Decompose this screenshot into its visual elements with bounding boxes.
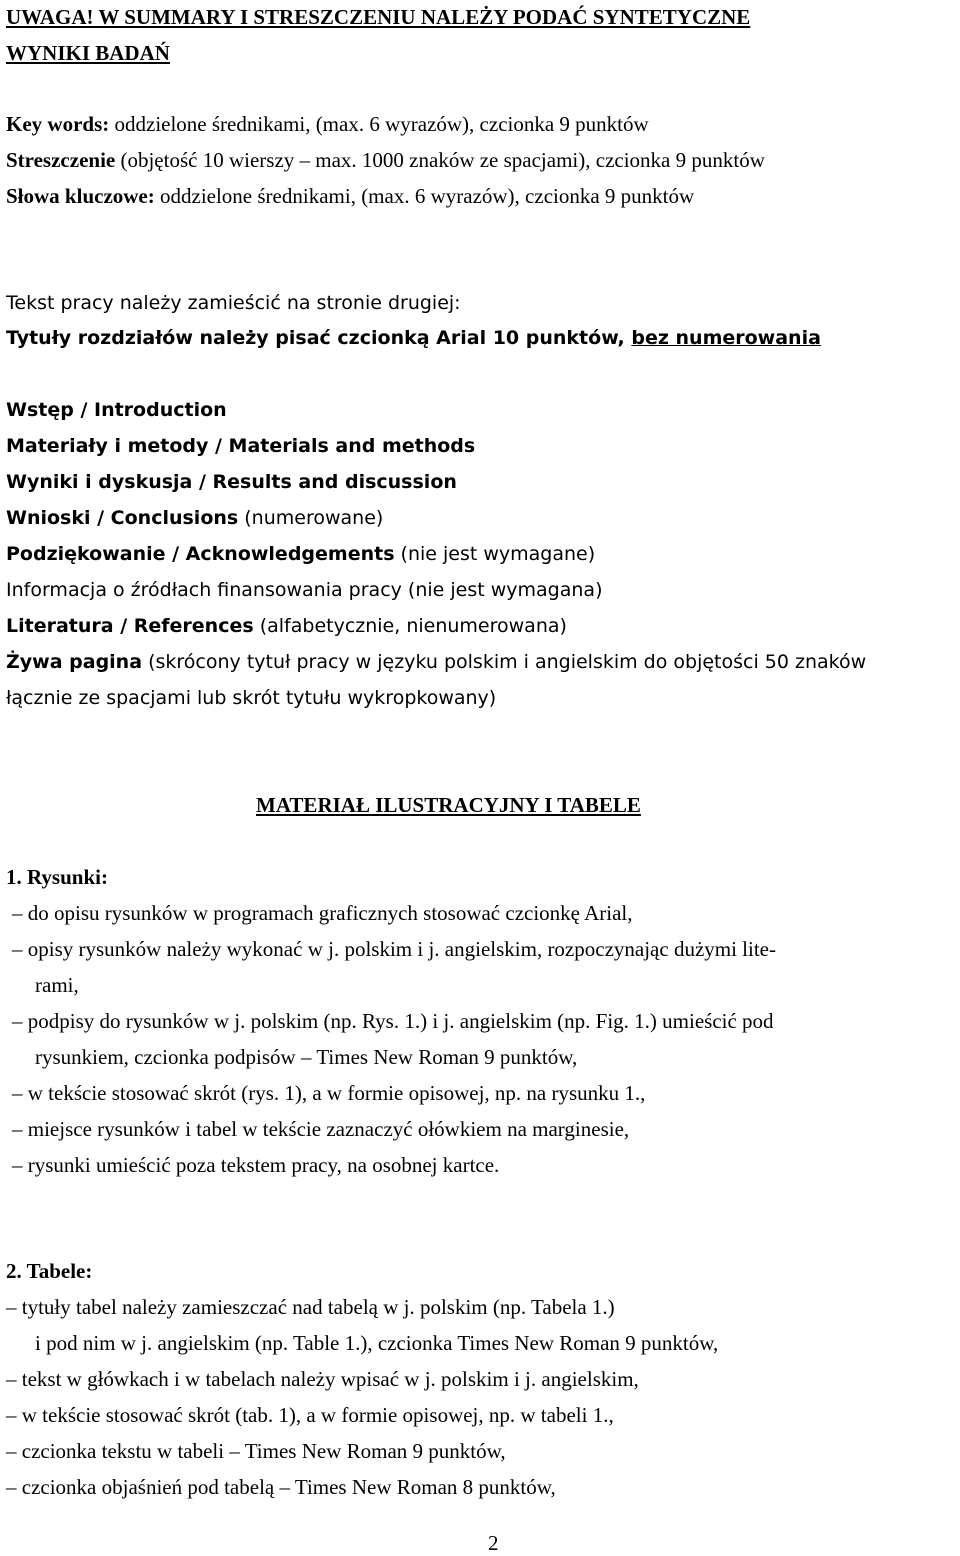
tables-item: – czcionka objaśnień pod tabelą – Times New Roman 8 punktów, bbox=[6, 1475, 556, 1499]
tables-item: – czcionka tekstu w tabeli – Times New Roman 9 punktów, bbox=[6, 1439, 506, 1463]
section-title: Literatura / References bbox=[6, 615, 254, 637]
warning-line-2: WYNIKI BADAŃ bbox=[6, 41, 170, 65]
tables-item: – w tekście stosować skrót (tab. 1), a w formie opisowej, np. w tabeli 1., bbox=[6, 1403, 614, 1427]
keywords-pl-label: Słowa kluczowe: bbox=[6, 184, 155, 208]
section-note: (numerowane) bbox=[238, 507, 384, 529]
section-title: Wnioski / Conclusions bbox=[6, 507, 239, 529]
section-title: Wstęp / Introduction bbox=[6, 399, 227, 421]
section-note: (alfabetycznie, nienumerowana) bbox=[253, 615, 567, 637]
section-item bbox=[6, 613, 567, 639]
keywords-label: Key words: bbox=[6, 112, 110, 136]
chapter-titles-underlined: bez numerowania bbox=[631, 327, 821, 349]
figures-item-cont: rysunkiem, czcionka podpisów – Times New Roman 9 punktów, bbox=[35, 1045, 578, 1069]
section-item bbox=[6, 433, 475, 459]
tables-heading: 2. Tabele: bbox=[6, 1259, 93, 1283]
abstract-text: (objętość 10 wierszy – max. 1000 znaków ze spacjami), czcionka 9 punktów bbox=[115, 148, 765, 172]
section-item bbox=[6, 541, 595, 567]
section-item bbox=[6, 505, 383, 531]
body-text-note: Tekst pracy należy zamieścić na stronie drugiej: bbox=[6, 292, 461, 314]
tables-item: – tytuły tabel należy zamieszczać nad tabelą w j. polskim (np. Tabela 1.) bbox=[6, 1295, 615, 1319]
figures-item: – miejsce rysunków i tabel w tekście zaznaczyć ołówkiem na marginesie, bbox=[12, 1117, 630, 1141]
keywords-pl-line bbox=[6, 183, 694, 209]
keywords-pl-text: oddzielone średnikami, (max. 6 wyrazów), czcionka 9 punktów bbox=[154, 184, 695, 208]
figures-item: – do opisu rysunków w programach graficznych stosować czcionkę Arial, bbox=[12, 901, 633, 925]
abstract-label: Streszczenie bbox=[6, 148, 116, 172]
illustrative-heading: MATERIAŁ ILUSTRACYJNY I TABELE bbox=[256, 793, 641, 817]
tables-item: – tekst w główkach i w tabelach należy wpisać w j. polskim i j. angielskim, bbox=[6, 1367, 639, 1391]
warning-line-1: UWAGA! W SUMMARY I STRESZCZENIU NALEŻY PODAĆ SYNTETYCZNE bbox=[6, 5, 751, 29]
figures-item: – opisy rysunków należy wykonać w j. polskim i j. angielskim, rozpoczynając dużymi lite- bbox=[12, 937, 776, 961]
section-note: Informacja o źródłach finansowania pracy (nie jest wymagana) bbox=[6, 579, 603, 601]
section-item bbox=[6, 577, 603, 603]
section-title: Podziękowanie / Acknowledgements bbox=[6, 543, 395, 565]
section-item bbox=[6, 469, 457, 495]
running-head-label: Żywa pagina bbox=[6, 651, 143, 673]
figures-item: – podpisy do rysunków w j. polskim (np. Rys. 1.) i j. angielskim (np. Fig. 1.) umieścić pod bbox=[12, 1009, 774, 1033]
page-number: 2 bbox=[488, 1531, 499, 1555]
figures-item: – rysunki umieścić poza tekstem pracy, na osobnej kartce. bbox=[12, 1153, 500, 1177]
section-title: Materiały i metody / Materials and methods bbox=[6, 435, 476, 457]
figures-item-cont: rami, bbox=[35, 973, 79, 997]
section-item bbox=[6, 397, 227, 423]
chapter-titles-text: Tytuły rozdziałów należy pisać czcionką Arial 10 punktów, bbox=[6, 327, 632, 349]
figures-heading: 1. Rysunki: bbox=[6, 865, 108, 889]
keywords-line bbox=[6, 111, 649, 137]
running-head-line-2: łącznie ze spacjami lub skrót tytułu wykropkowany) bbox=[6, 687, 497, 709]
section-title: Wyniki i dyskusja / Results and discussion bbox=[6, 471, 457, 493]
figures-item: – w tekście stosować skrót (rys. 1), a w formie opisowej, np. na rysunku 1., bbox=[12, 1081, 646, 1105]
running-head-line bbox=[6, 649, 866, 675]
section-note: (nie jest wymagane) bbox=[394, 543, 596, 565]
keywords-text: oddzielone średnikami, (max. 6 wyrazów), czcionka 9 punktów bbox=[109, 112, 649, 136]
tables-item-cont: i pod nim w j. angielskim (np. Table 1.), czcionka Times New Roman 9 punktów, bbox=[35, 1331, 719, 1355]
abstract-line bbox=[6, 147, 765, 173]
running-head-text: (skrócony tytuł pracy w języku polskim i angielskim do objętości 50 znaków bbox=[142, 651, 867, 673]
chapter-titles-line bbox=[6, 325, 821, 351]
